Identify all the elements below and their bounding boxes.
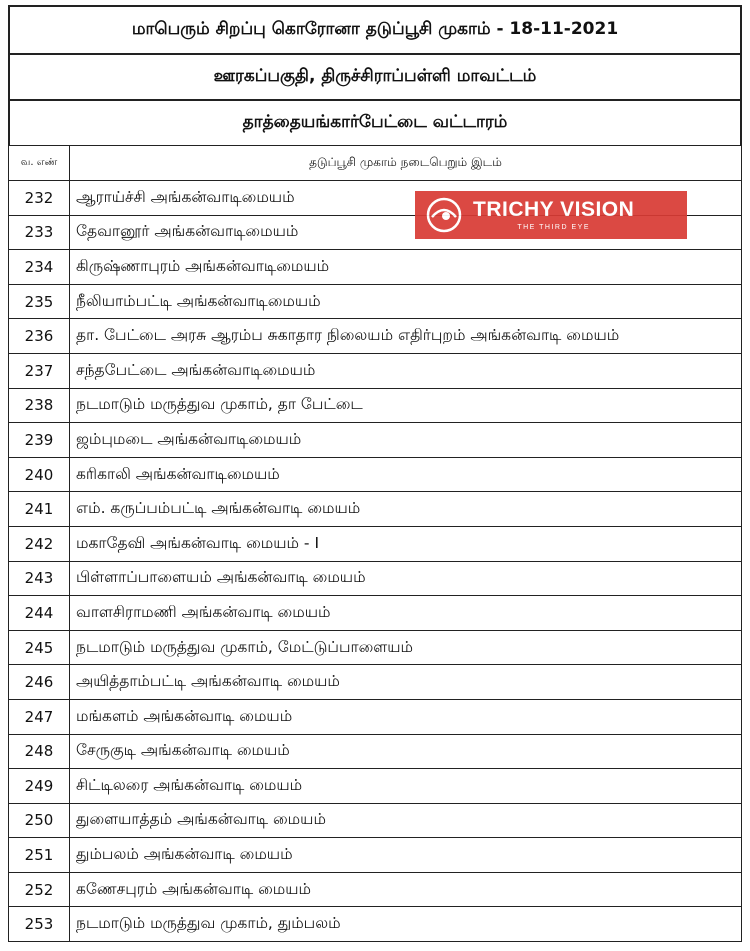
row-number: 246	[9, 665, 70, 700]
camp-location: நீலியாம்பட்டி அங்கன்வாடிமையம்	[70, 284, 742, 319]
camp-location: துளையாத்தம் அங்கன்வாடி மையம்	[70, 803, 742, 838]
table-row	[9, 838, 742, 873]
row-number: 252	[9, 872, 70, 907]
table-row	[9, 734, 742, 769]
camp-location: கிருஷ்ணாபுரம் அங்கன்வாடிமையம்	[70, 250, 742, 285]
table-row	[9, 596, 742, 631]
table-row	[9, 803, 742, 838]
row-number: 250	[9, 803, 70, 838]
page-title: மாபெரும் சிறப்பு கொரோனா தடுப்பூசி முகாம் - 18-11-2021	[8, 5, 742, 53]
camp-location: நடமாடும் மருத்துவ முகாம், மேட்டுப்பாளையம்	[70, 630, 742, 665]
table-row	[9, 250, 742, 285]
eye-logo-icon	[415, 191, 473, 239]
camp-locations-table	[8, 145, 742, 942]
camp-location: மங்களம் அங்கன்வாடி மையம்	[70, 699, 742, 734]
table-row	[9, 457, 742, 492]
table-row	[9, 699, 742, 734]
camp-location: தா. பேட்டை அரசு ஆரம்ப சுகாதார நிலையம் எதிர்புறம் அங்கன்வாடி மையம்	[70, 319, 742, 354]
column-header-place: தடுப்பூசி முகாம் நடைபெறும் இடம்	[70, 146, 742, 181]
table-row	[9, 630, 742, 665]
camp-location: வாளசிராமணி அங்கன்வாடி மையம்	[70, 596, 742, 631]
camp-location: சிட்டிலரை அங்கன்வாடி மையம்	[70, 769, 742, 804]
row-number: 244	[9, 596, 70, 631]
camp-location: அயித்தாம்பட்டி அங்கன்வாடி மையம்	[70, 665, 742, 700]
table-row	[9, 388, 742, 423]
table-row	[9, 353, 742, 388]
table-row	[9, 769, 742, 804]
row-number: 247	[9, 699, 70, 734]
block-heading: தாத்தையங்கார்பேட்டை வட்டாரம்	[8, 99, 742, 145]
trichy-vision-watermark	[415, 191, 687, 239]
row-number: 234	[9, 250, 70, 285]
row-number: 236	[9, 319, 70, 354]
row-number: 245	[9, 630, 70, 665]
table-header-row	[9, 146, 742, 181]
camp-location: கணேசபுரம் அங்கன்வாடி மையம்	[70, 872, 742, 907]
camp-location: பிள்ளாப்பாளையம் அங்கன்வாடி மையம்	[70, 561, 742, 596]
camp-location: தேவானூர் அங்கன்வாடிமையம்	[70, 215, 742, 250]
table-row	[9, 319, 742, 354]
table-row	[9, 665, 742, 700]
camp-location: ஆராய்ச்சி அங்கன்வாடிமையம்	[70, 181, 742, 216]
column-header-number: வ. எண்	[9, 146, 70, 181]
row-number: 249	[9, 769, 70, 804]
camp-location: எம். கருப்பம்பட்டி அங்கன்வாடி மையம்	[70, 492, 742, 527]
table-row	[9, 872, 742, 907]
camp-location: சேருகுடி அங்கன்வாடி மையம்	[70, 734, 742, 769]
table-row	[9, 423, 742, 458]
row-number: 241	[9, 492, 70, 527]
camp-location: தும்பலம் அங்கன்வாடி மையம்	[70, 838, 742, 873]
watermark-title: TRICHY VISION	[473, 198, 635, 221]
camp-location: நடமாடும் மருத்துவ முகாம், தும்பலம்	[70, 907, 742, 942]
camp-location: ஜம்புமடை அங்கன்வாடிமையம்	[70, 423, 742, 458]
row-number: 240	[9, 457, 70, 492]
row-number: 232	[9, 181, 70, 216]
camp-location: சந்தபேட்டை அங்கன்வாடிமையம்	[70, 353, 742, 388]
table-row	[9, 526, 742, 561]
row-number: 242	[9, 526, 70, 561]
camp-location: மகாதேவி அங்கன்வாடி மையம் - I	[70, 526, 742, 561]
table-row	[9, 907, 742, 942]
row-number: 253	[9, 907, 70, 942]
row-number: 235	[9, 284, 70, 319]
row-number: 243	[9, 561, 70, 596]
area-heading: ஊரகப்பகுதி, திருச்சிராப்பள்ளி மாவட்டம்	[8, 53, 742, 99]
row-number: 237	[9, 353, 70, 388]
row-number: 233	[9, 215, 70, 250]
document-sheet	[8, 5, 742, 942]
watermark-subtitle: THE THIRD EYE	[517, 224, 590, 231]
table-row	[9, 284, 742, 319]
row-number: 239	[9, 423, 70, 458]
camp-location: கரிகாலி அங்கன்வாடிமையம்	[70, 457, 742, 492]
camp-location: நடமாடும் மருத்துவ முகாம், தா பேட்டை	[70, 388, 742, 423]
table-row	[9, 561, 742, 596]
row-number: 238	[9, 388, 70, 423]
row-number: 251	[9, 838, 70, 873]
table-row	[9, 492, 742, 527]
row-number: 248	[9, 734, 70, 769]
